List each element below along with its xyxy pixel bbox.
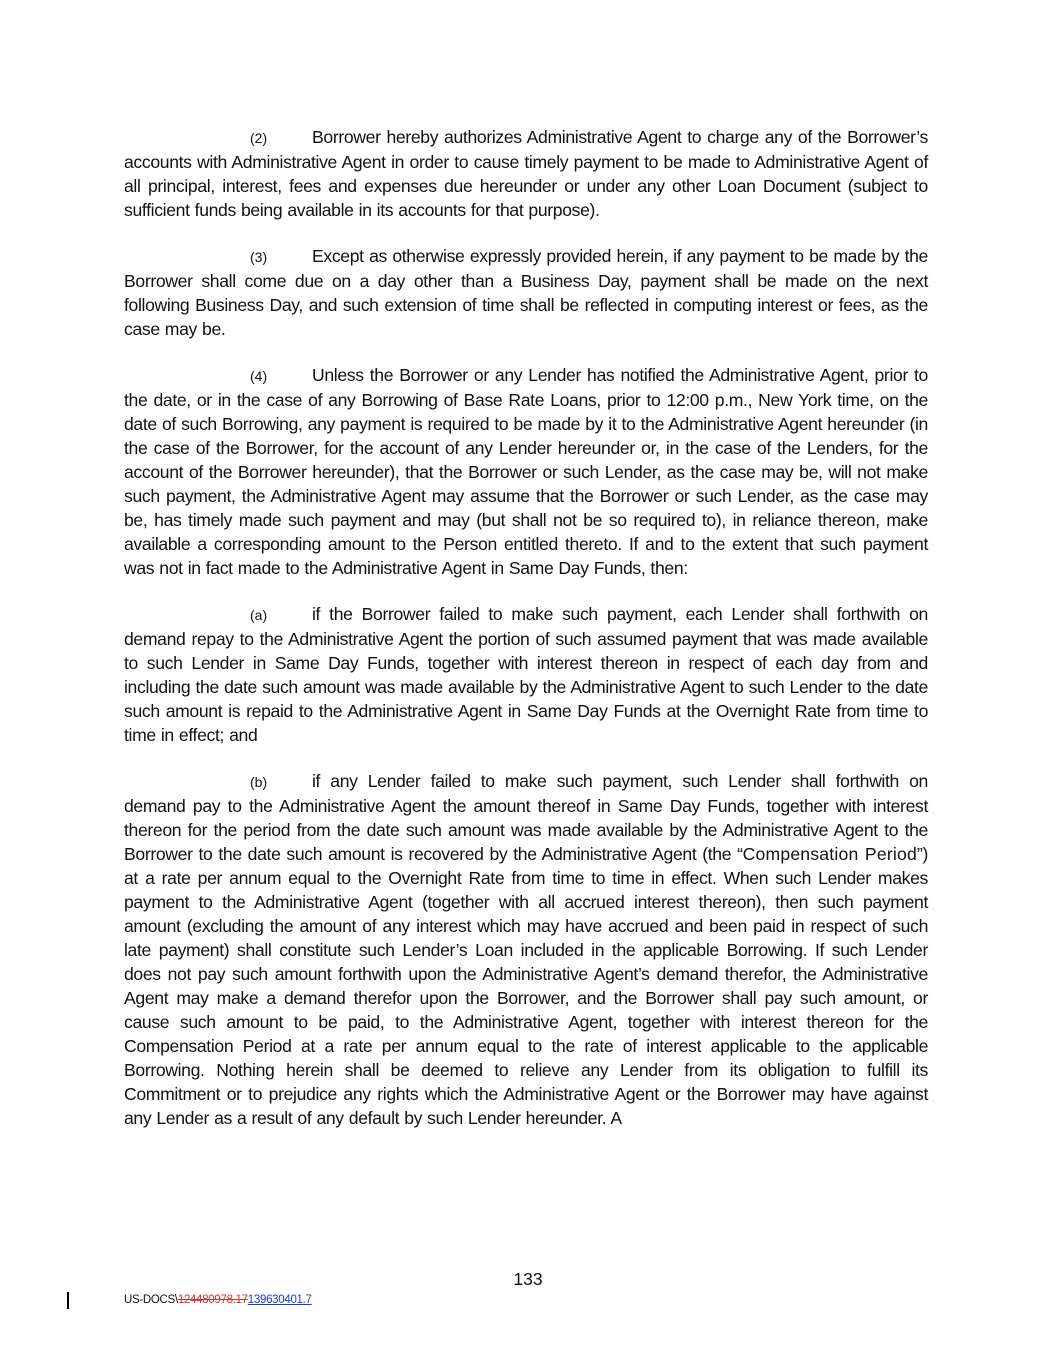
paragraph — [124, 769, 928, 1130]
defined-term: Compensation Period — [742, 844, 917, 864]
paragraph-text: ”) at a rate per annum equal to the Overnight Rate from time to time in effect. When such Lender makes payment to the Administrative Agent (together with all accrued interest thereon), then such payment amount (excluding the amount of any interest which may have accrued and been paid in respect of such late payment) shall constitute such Lender’s Loan included in the applicable Borrowing. If such Lender does not pay such amount forthwith upon the Administrative Agent’s demand therefor, the Administrative Agent may make a demand therefor upon the Borrower, and the Borrower shall pay such amount, or cause such amount to be paid, to the Administrative Agent, together with interest thereon for the Compensation Period at a rate per annum equal to the rate of interest applicable to the applicable Borrowing. Nothing herein shall be deemed to relieve any Lender from its obligation to fulfill its Commitment or to prejudice any rights which the Administrative Agent or the Borrower may have against any Lender as a result of any default by such Lender hereunder. A — [124, 844, 928, 1128]
paragraph-number: (2) — [250, 130, 268, 146]
paragraph — [124, 125, 928, 222]
paragraph-text: Unless the Borrower or any Lender has notified the Administrative Agent, prior to the date, or in the case of any Borrowing of Base Rate Loans, prior to 12:00 p.m., New York time, on the date of such Borrowing, any payment is required to be made by it to the Administrative Agent hereunder (in the case of the Borrower, for the account of any Lender hereunder or, in the case of the Lenders, for the account of the Borrower hereunder), that the Borrower or such Lender, as the case may be, will not make such payment, the Administrative Agent may assume that the Borrower or such Lender, as the case may be, has timely made such payment and may (but shall not be so required to), in reliance thereon, make available a corresponding amount to the Person entitled thereto. If and to the extent that such payment was not in fact made to the Administrative Agent in Same Day Funds, then: — [124, 365, 928, 578]
document-body — [124, 125, 928, 1152]
footer-document-id — [124, 1294, 312, 1306]
paragraph — [124, 244, 928, 341]
paragraph-text: Except as otherwise expressly provided herein, if any payment to be made by the Borrower shall come due on a day other than a Business Day, payment shall be made on the next following Business Day, and such extension of time shall be reflected in computing interest or fees, as the case may be. — [124, 246, 928, 339]
footer-inserted-id: 139630401.7 — [247, 1294, 312, 1306]
paragraph-number: (3) — [250, 249, 268, 265]
paragraph-number: (a) — [250, 607, 268, 623]
footer-doc-prefix: US-DOCS\ — [124, 1294, 178, 1306]
paragraph-text: if any Lender failed to make such payment, such Lender shall forthwith on demand pay to the Administrative Agent the amount thereof in Same Day Funds, together with interest thereon for the period from the date such amount was made available by the Administrative Agent to the Borrower to the date such amount is recovered by the Administrative Agent (the “ — [124, 771, 928, 864]
paragraph — [124, 363, 928, 580]
paragraph-number: (b) — [250, 774, 268, 790]
paragraph — [124, 602, 928, 747]
page-number: 133 — [513, 1269, 543, 1289]
revision-change-bar — [67, 1292, 69, 1309]
paragraph-text: if the Borrower failed to make such payment, each Lender shall forthwith on demand repay to the Administrative Agent the portion of such assumed payment that was made available to such Lender in Same Day Funds, together with interest thereon in respect of each day from and including the date such amount was made available by the Administrative Agent to such Lender to the date such amount is repaid to the Administrative Agent in Same Day Funds at the Overnight Rate from time to time in effect; and — [124, 604, 928, 745]
paragraph-text: Borrower hereby authorizes Administrative Agent to charge any of the Borrower’s accounts with Administrative Agent in order to cause timely payment to be made to Administrative Agent of all principal, interest, fees and expenses due hereunder or under any other Loan Document (subject to sufficient funds being available in its accounts for that purpose). — [124, 127, 928, 220]
paragraph-number: (4) — [250, 368, 268, 384]
footer-deleted-id: 124480978.17 — [177, 1294, 248, 1306]
